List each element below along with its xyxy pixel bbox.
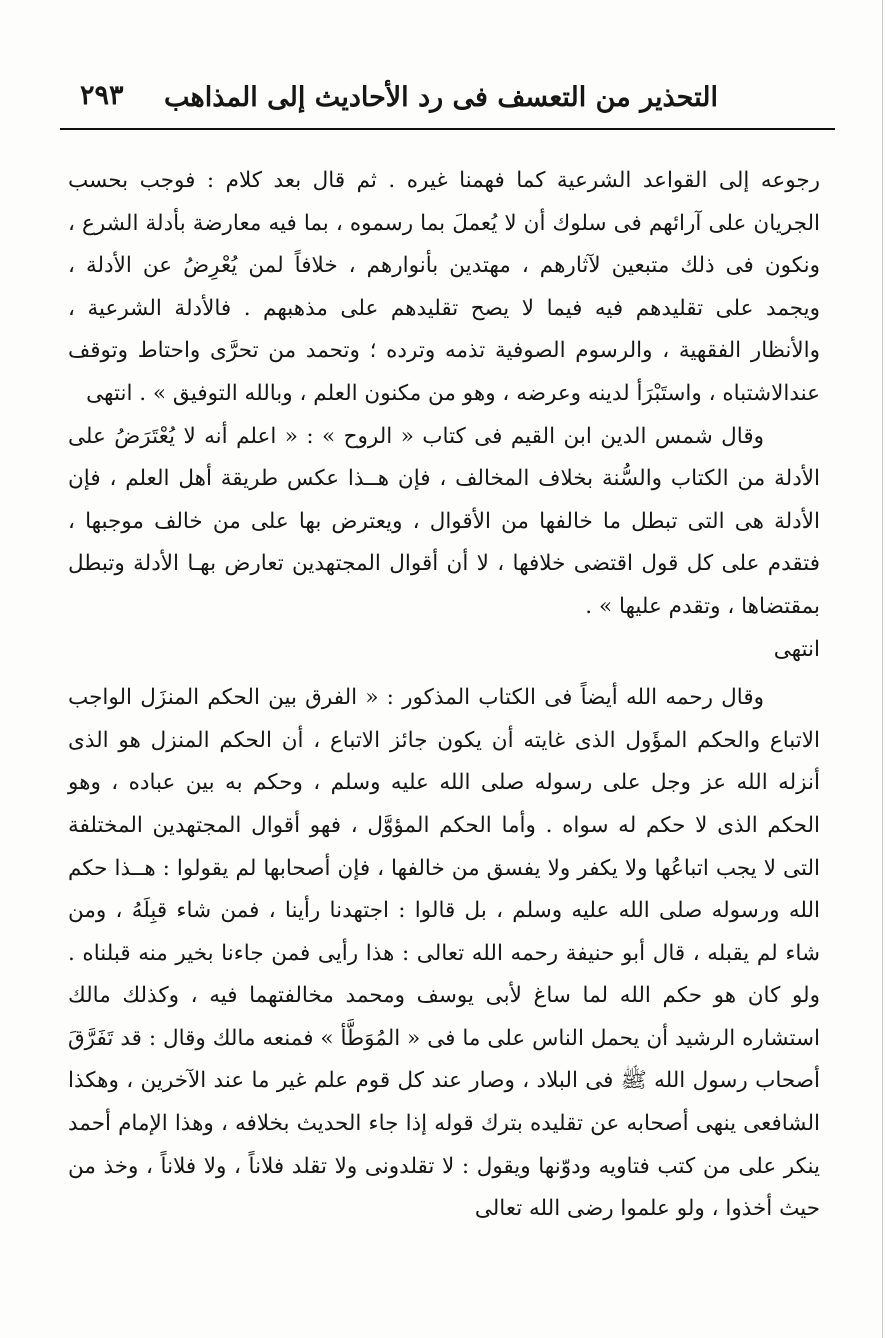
page-edge-line (882, 0, 883, 1338)
paragraph-continuation: رجوعه إلى القواعد الشرعية كما فهمنا غيره . ثم قال بعد كلام : فوجب بحسب الجريان على آرائهم فى سلوك أن لا يُعملَ بما رسموه ، بما فيه معارضة بأدلة الشرع ، ونكون فى ذلك متبعين لآثارهم ، مهتدين بأنوارهم ، خلافاً لمن يُعْرِضُ عن الأدلة ، ويجمد على تقليدهم فيه فيما لا يصح تقليدهم على مذهبهم . فالأدلة الشرعية ، والأنظار الفقهية ، والرسوم الصوفية تذمه وترده ؛ وتحمد من تحرَّى واحتاط وتوقف عندالاشتباه ، واستَبْرَأ لدينه وعرضه ، وهو من مكنون العلم ، وبالله التوفيق » . انتهى (68, 168, 820, 406)
paragraph-end-marker: انتهى (773, 636, 820, 662)
paragraph-hukm-munazzal: وقال رحمه الله أيضاً فى الكتاب المذكور : « الفرق بين الحكم المنزَل الواجب الاتباع والحكم المؤَول الذى غايته أن يكون جائز الاتباع ، أن الحكم المنزل هو الذى أنزله الله عز وجل على رسوله صلى الله عليه وسلم ، وحكم به بين عباده ، وهو الحكم الذى لا حكم له سواه . وأما الحكم المؤوَّل ، فهو أقوال المجتهدين المختلفة التى لا يجب اتباعُها ولا يكفر ولا يفسق من خالفها ، فإن أصحابها لم يقولوا : هــذا حكم الله ورسوله صلى الله عليه وسلم ، بل قالوا : اجتهدنا رأينا ، فمن شاء قبِلَهُ ، ومن شاء لم يقبله ، قال أبو حنيفة رحمه الله تعالى : هذا رأيى فمن جاءنا بخير منه قبلناه . ولو كان هو حكم الله لما ساغ لأبى يوسف ومحمد مخالفتهما فيه ، وكذلك مالك استشاره الرشيد أن يحمل الناس على ما فى « المُوَطَّأ » فمنعه مالك وقال : قد تَفَرَّقَ أصحاب رسول الله ﷺ فى البلاد ، وصار عند كل قوم علم غير ما عند الآخرين ، وهكذا الشافعى ينهى أصحابه عن تقليده بترك قوله إذا جاء الحديث بخلافه ، وهذا الإمام أحمد ينكر على من كتب فتاويه ودوّنها ويقول : لا تقلدونى ولا تقلد فلاناً ، ولا فلاناً ، وخذ من حيث أخذوا ، ولو علموا رضى الله تعالى (68, 685, 820, 1222)
header-divider (60, 128, 835, 130)
page-body (68, 160, 820, 1231)
running-title: التحذير من التعسف فى رد الأحاديث إلى المذاهب (164, 82, 718, 113)
page-number: ٢٩٣ (80, 80, 124, 111)
running-header (80, 78, 828, 126)
paragraph-ibn-qayyim-ruh: وقال شمس الدين ابن القيم فى كتاب « الروح » : « اعلم أنه لا يُعْتَرَضُ على الأدلة من الكتاب والسُّنة بخلاف المخالف ، فإن هــذا عكس طريقة أهل العلم ، فإن الأدلة هى التى تبطل ما خالفها من الأقوال ، ويعترض بها على من خالف موجبها ، فتقدم على كل قول اقتضى خلافها ، لا أن أقوال المجتهدين تعارض بهـا الأدلة وتبطل بمقتضاها ، وتقدم عليها » . (68, 423, 820, 619)
